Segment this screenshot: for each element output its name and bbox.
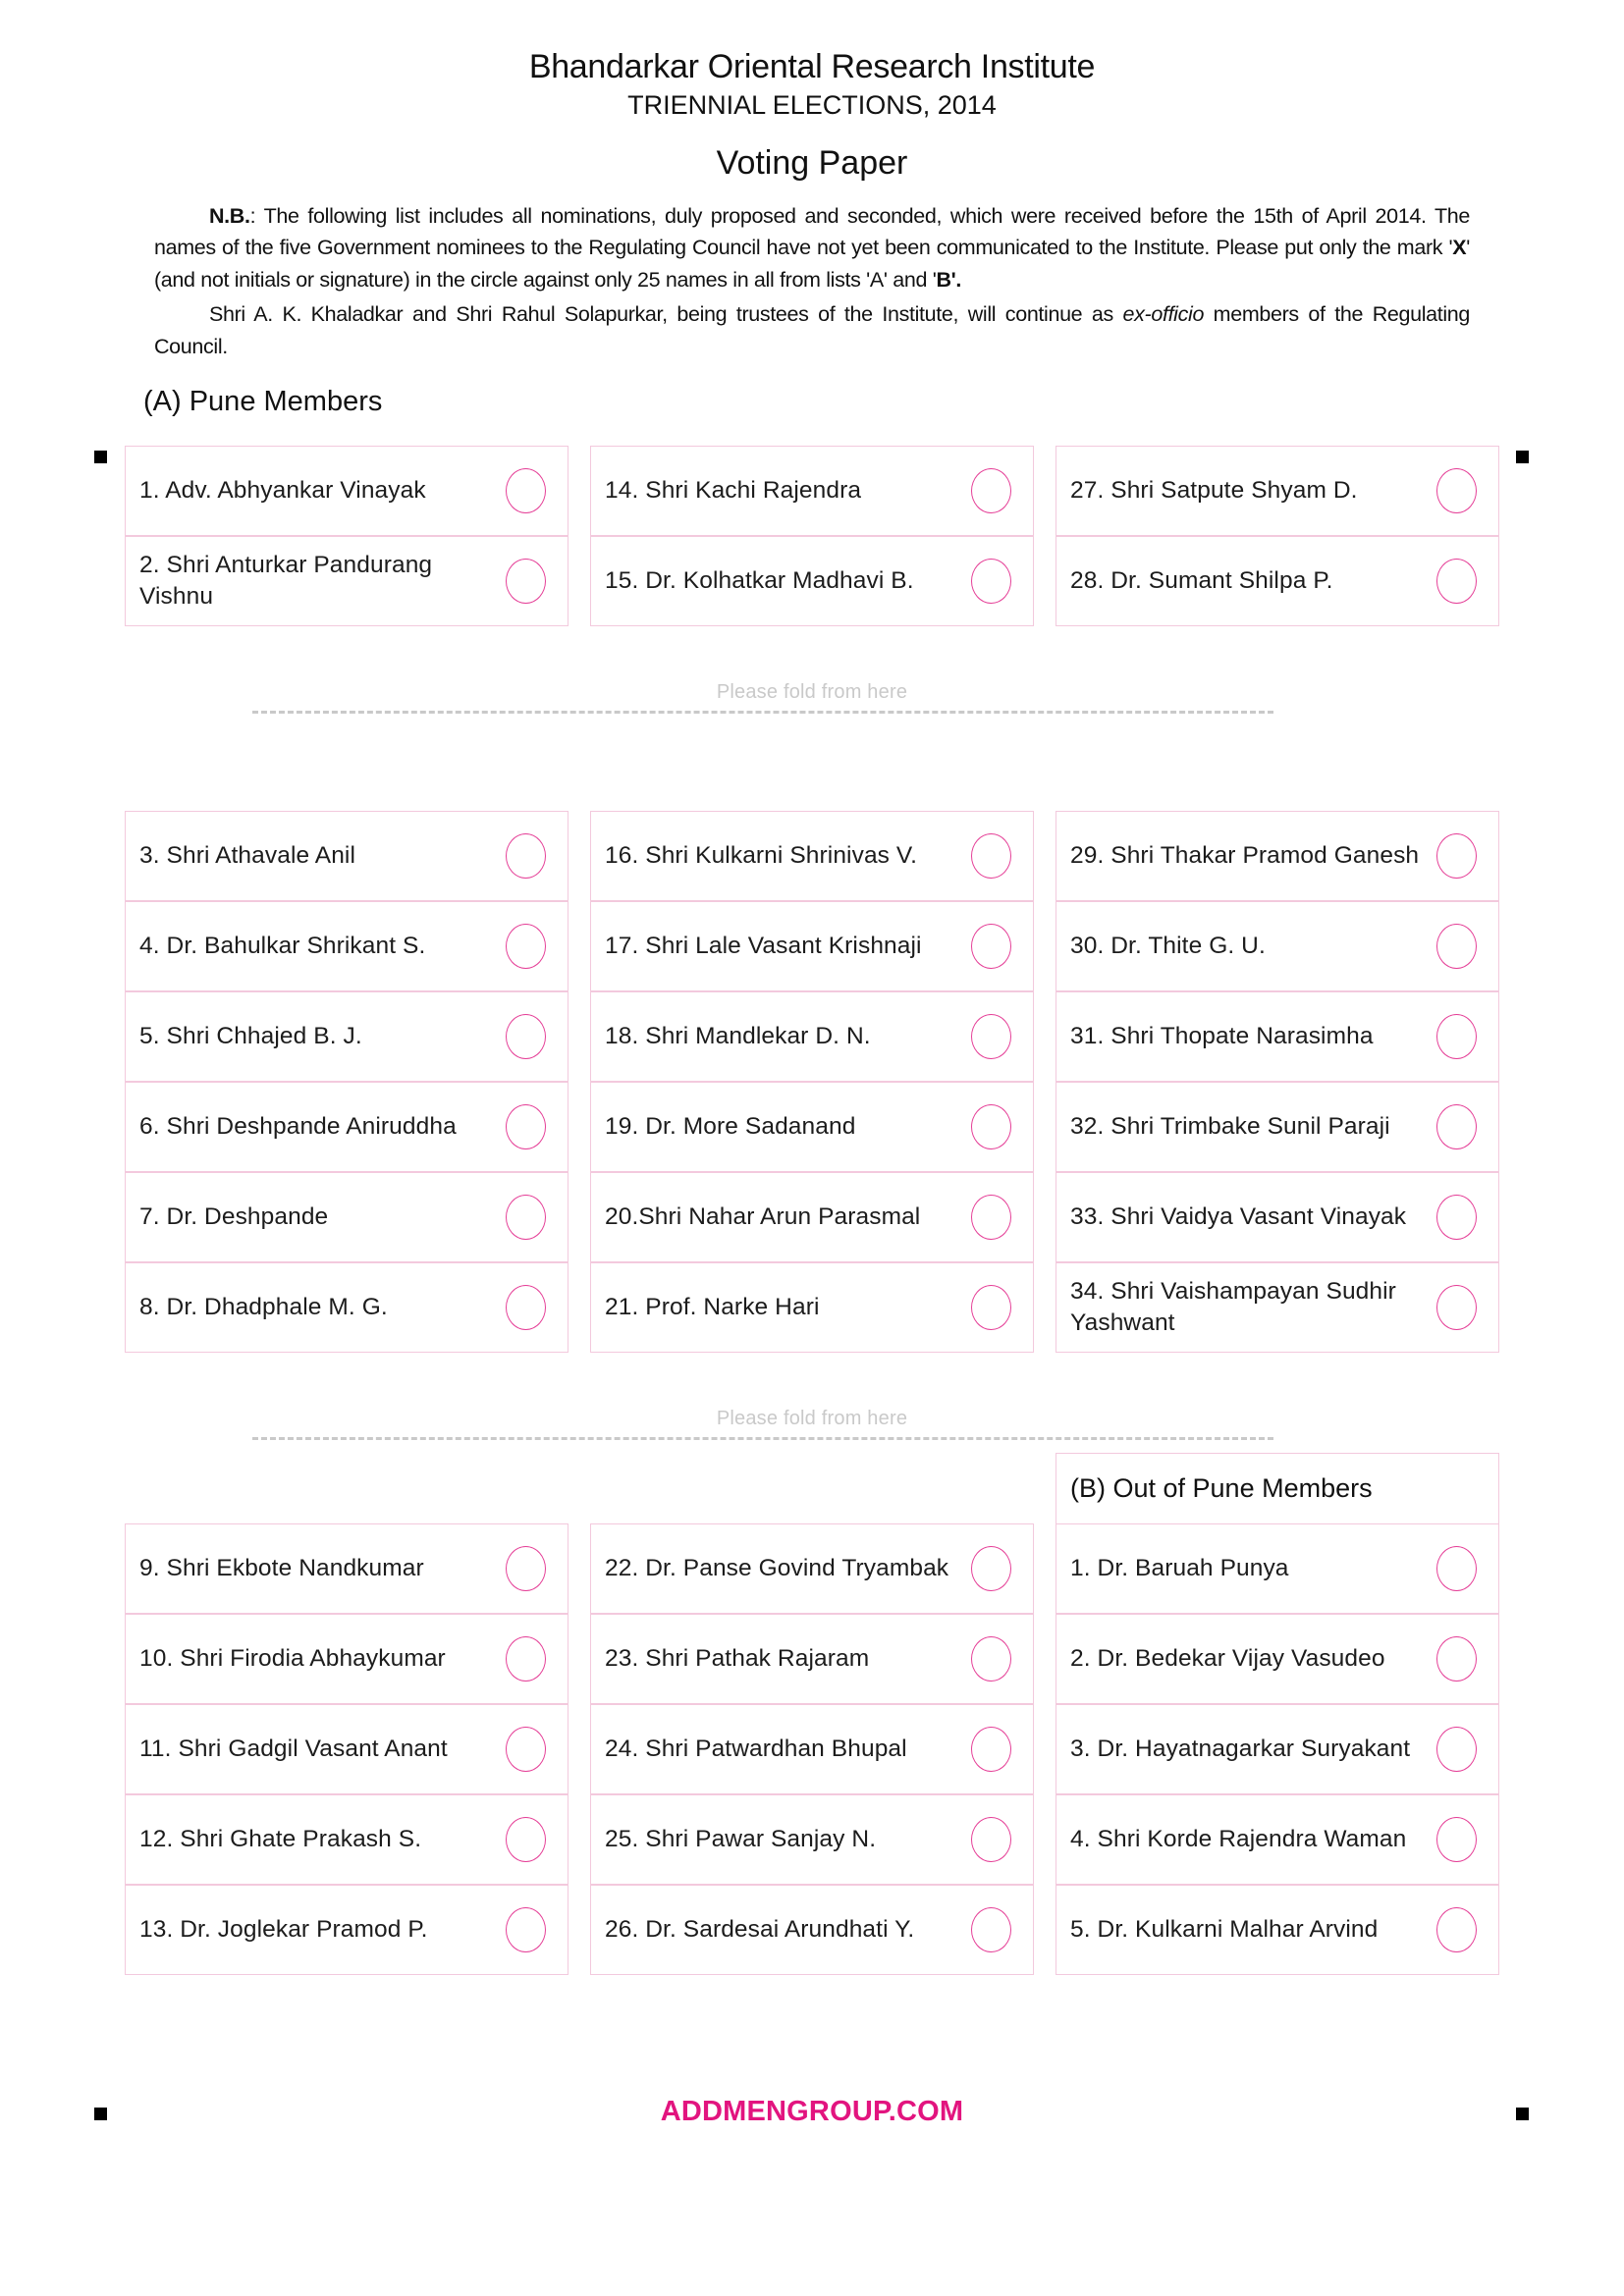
- ballot-row[interactable]: [590, 1885, 1034, 1975]
- ballot-row[interactable]: [1056, 446, 1499, 536]
- ballot-row[interactable]: [590, 1614, 1034, 1704]
- candidate-name: 7. Dr. Deshpande: [139, 1203, 329, 1230]
- election-subtitle: TRIENNIAL ELECTIONS, 2014: [627, 89, 997, 120]
- vote-bubble[interactable]: [506, 1104, 546, 1149]
- fold-separator-2: [125, 1408, 1499, 1453]
- vote-bubble[interactable]: [971, 559, 1011, 604]
- ballot-row[interactable]: [590, 1794, 1034, 1885]
- candidate-name: 31. Shri Thopate Narasimha: [1070, 1023, 1374, 1049]
- ballot-column-3: [1056, 1453, 1499, 1975]
- ballot-column-3: [1056, 446, 1499, 626]
- note-line-1: [154, 200, 1470, 296]
- vote-bubble[interactable]: [506, 833, 546, 879]
- ballot-column-2: [590, 811, 1034, 1353]
- vote-bubble[interactable]: [1436, 1727, 1477, 1772]
- ballot-row[interactable]: [590, 536, 1034, 626]
- candidate-name: 4. Shri Korde Rajendra Waman: [1070, 1826, 1407, 1852]
- fold-dashed-line: [252, 711, 1273, 714]
- vote-bubble[interactable]: [1436, 1285, 1477, 1330]
- vote-bubble[interactable]: [1436, 924, 1477, 969]
- candidate-name: 25. Shri Pawar Sanjay N.: [605, 1826, 877, 1852]
- vote-bubble[interactable]: [1436, 1104, 1477, 1149]
- note-paragraph: [154, 200, 1470, 362]
- note-mark-x: X: [1452, 236, 1467, 260]
- note-para2-a: Shri A. K. Khaladkar and Shri Rahul Solapurkar, being trustees of the Institute, will continue as: [209, 301, 1123, 326]
- candidate-name: 27. Shri Satpute Shyam D.: [1070, 477, 1358, 504]
- candidate-name: 8. Dr. Dhadphale M. G.: [139, 1294, 388, 1320]
- ballot-row[interactable]: [1056, 1885, 1499, 1975]
- fold-dashed-line: [252, 1437, 1273, 1440]
- page-title: Voting Paper: [716, 143, 908, 182]
- ballot-row[interactable]: [1056, 1704, 1499, 1794]
- vote-bubble[interactable]: [506, 924, 546, 969]
- note-line-2: [154, 298, 1470, 362]
- vote-bubble[interactable]: [506, 1907, 546, 1952]
- ballot-row[interactable]: [1056, 1614, 1499, 1704]
- candidate-name: 13. Dr. Joglekar Pramod P.: [139, 1916, 428, 1943]
- candidate-name: 21. Prof. Narke Hari: [605, 1294, 820, 1320]
- ballot-row[interactable]: [590, 1523, 1034, 1614]
- ballot-block-3: [125, 1453, 1499, 1975]
- ballot-row[interactable]: [1056, 811, 1499, 901]
- ballot-row[interactable]: [590, 991, 1034, 1082]
- candidate-name: 2. Shri Anturkar Pandurang Vishnu: [139, 551, 433, 611]
- candidate-name: 28. Dr. Sumant Shilpa P.: [1070, 567, 1333, 594]
- ballot-block-2: [125, 811, 1499, 1353]
- ballot-row[interactable]: [590, 1082, 1034, 1172]
- fold-label: Please fold from here: [716, 681, 908, 704]
- ballot-row[interactable]: [1056, 536, 1499, 626]
- candidate-name: 3. Shri Athavale Anil: [139, 842, 356, 869]
- ballot-row[interactable]: [590, 446, 1034, 536]
- candidate-name: 9. Shri Ekbote Nandkumar: [139, 1555, 424, 1581]
- ballot-row[interactable]: [125, 536, 568, 626]
- vote-bubble[interactable]: [506, 1014, 546, 1059]
- note-ex-officio: ex-officio: [1122, 301, 1205, 326]
- ballot-row[interactable]: [1056, 901, 1499, 991]
- candidate-name: 16. Shri Kulkarni Shrinivas V.: [605, 842, 918, 869]
- candidate-name: 30. Dr. Thite G. U.: [1070, 933, 1266, 959]
- vote-bubble[interactable]: [506, 1285, 546, 1330]
- vote-bubble[interactable]: [971, 1195, 1011, 1240]
- ballot-block-1: [125, 446, 1499, 626]
- vote-bubble[interactable]: [971, 1817, 1011, 1862]
- ballot-row[interactable]: [1056, 1082, 1499, 1172]
- ballot-row[interactable]: [1056, 1523, 1499, 1614]
- vote-bubble[interactable]: [506, 468, 546, 513]
- ballot-row[interactable]: [125, 1172, 568, 1262]
- ballot-row[interactable]: [1056, 1794, 1499, 1885]
- candidate-name: 5. Dr. Kulkarni Malhar Arvind: [1070, 1916, 1379, 1943]
- vote-bubble[interactable]: [971, 833, 1011, 879]
- ballot-column-2: [590, 446, 1034, 626]
- note-label: N.B.: [209, 203, 250, 228]
- ballot-row[interactable]: [590, 1262, 1034, 1353]
- ballot-row[interactable]: [1056, 1262, 1499, 1353]
- vote-bubble[interactable]: [1436, 1195, 1477, 1240]
- candidate-name: 6. Shri Deshpande Aniruddha: [139, 1113, 457, 1140]
- candidate-name: 29. Shri Thakar Pramod Ganesh: [1070, 842, 1420, 869]
- vote-bubble[interactable]: [506, 1546, 546, 1591]
- ballot-row[interactable]: [125, 446, 568, 536]
- vote-bubble[interactable]: [971, 1014, 1011, 1059]
- spacer: [0, 726, 1624, 811]
- vote-bubble[interactable]: [971, 1907, 1011, 1952]
- ballot-column-1: [125, 446, 568, 626]
- vote-bubble[interactable]: [1436, 468, 1477, 513]
- vote-bubble[interactable]: [971, 1727, 1011, 1772]
- ballot-row[interactable]: [125, 1262, 568, 1353]
- vote-bubble[interactable]: [1436, 1817, 1477, 1862]
- vote-bubble[interactable]: [506, 1727, 546, 1772]
- spacer: [0, 418, 1624, 446]
- note-para2-b: members of the Regulating Council.: [154, 301, 1470, 358]
- column-spacer: [125, 1453, 568, 1523]
- candidate-name: 32. Shri Trimbake Sunil Paraji: [1070, 1113, 1390, 1140]
- spacer: [0, 1353, 1624, 1408]
- vote-bubble[interactable]: [1436, 1014, 1477, 1059]
- candidate-name: 1. Adv. Abhyankar Vinayak: [139, 477, 426, 504]
- registration-mark-top-right: [1516, 451, 1529, 463]
- candidate-name: 15. Dr. Kolhatkar Madhavi B.: [605, 567, 914, 594]
- vote-bubble[interactable]: [971, 1104, 1011, 1149]
- ballot-row[interactable]: [125, 811, 568, 901]
- vote-bubble[interactable]: [971, 468, 1011, 513]
- vote-bubble[interactable]: [1436, 1907, 1477, 1952]
- ballot-row[interactable]: [1056, 1172, 1499, 1262]
- candidate-name: 4. Dr. Bahulkar Shrikant S.: [139, 933, 426, 959]
- column-spacer: [590, 1453, 1034, 1523]
- candidate-name: 1. Dr. Baruah Punya: [1070, 1555, 1289, 1581]
- registration-mark-top-left: [94, 451, 107, 463]
- candidate-name: 14. Shri Kachi Rajendra: [605, 477, 862, 504]
- document-header: [0, 0, 1624, 183]
- brand-watermark: ADDMENGROUP.COM: [660, 2096, 964, 2127]
- candidate-name: 23. Shri Pathak Rajaram: [605, 1645, 870, 1672]
- vote-bubble[interactable]: [1436, 1546, 1477, 1591]
- vote-bubble[interactable]: [971, 1285, 1011, 1330]
- ballot-column-2: [590, 1453, 1034, 1975]
- ballot-row[interactable]: [125, 1794, 568, 1885]
- ballot-row[interactable]: [125, 901, 568, 991]
- ballot-row[interactable]: [590, 901, 1034, 991]
- ballot-row[interactable]: [125, 1614, 568, 1704]
- ballot-column-3: [1056, 811, 1499, 1353]
- note-list-b: B'.: [936, 268, 962, 293]
- fold-separator-1: [125, 681, 1499, 726]
- candidate-name: 34. Shri Vaishampayan Sudhir Yashwant: [1070, 1277, 1396, 1337]
- ballot-row[interactable]: [125, 1885, 568, 1975]
- spacer: [0, 626, 1624, 681]
- ballot-row[interactable]: [590, 1172, 1034, 1262]
- vote-bubble[interactable]: [971, 924, 1011, 969]
- page-footer: [0, 2096, 1624, 2128]
- section-b-heading: (B) Out of Pune Members: [1056, 1453, 1499, 1523]
- vote-bubble[interactable]: [506, 1195, 546, 1240]
- candidate-name: 12. Shri Ghate Prakash S.: [139, 1826, 422, 1852]
- ballot-row[interactable]: [590, 1704, 1034, 1794]
- candidate-name: 17. Shri Lale Vasant Krishnaji: [605, 933, 922, 959]
- vote-bubble[interactable]: [971, 1546, 1011, 1591]
- vote-bubble[interactable]: [506, 559, 546, 604]
- candidate-name: 19. Dr. More Sadanand: [605, 1113, 856, 1140]
- ballot-column-1: [125, 811, 568, 1353]
- ballot-row[interactable]: [125, 1082, 568, 1172]
- vote-bubble[interactable]: [506, 1817, 546, 1862]
- fold-label: Please fold from here: [716, 1408, 908, 1430]
- candidate-name: 3. Dr. Hayatnagarkar Suryakant: [1070, 1735, 1411, 1762]
- ballot-column-1: [125, 1453, 568, 1975]
- vote-bubble[interactable]: [1436, 833, 1477, 879]
- candidate-name: 10. Shri Firodia Abhaykumar: [139, 1645, 446, 1672]
- note-text-b: ' (and not initials or signature) in the circle against only 25 names in all from lists 'A' and ': [154, 236, 1470, 293]
- ballot-row[interactable]: [590, 811, 1034, 901]
- ballot-row[interactable]: [125, 1704, 568, 1794]
- candidate-name: 18. Shri Mandlekar D. N.: [605, 1023, 871, 1049]
- candidate-name: 5. Shri Chhajed B. J.: [139, 1023, 362, 1049]
- candidate-name: 22. Dr. Panse Govind Tryambak: [605, 1555, 949, 1581]
- candidate-name: 11. Shri Gadgil Vasant Anant: [139, 1735, 448, 1762]
- ballot-row[interactable]: [125, 1523, 568, 1614]
- note-text-a: : The following list includes all nominations, duly proposed and seconded, which were received before the 15th of April 2014. The names of the five Government nominees to the Regulating Council have not yet been communicated to the Institute. Please put only the mark ': [154, 203, 1470, 260]
- candidate-name: 24. Shri Patwardhan Bhupal: [605, 1735, 907, 1762]
- candidate-name: 26. Dr. Sardesai Arundhati Y.: [605, 1916, 915, 1943]
- organization-title: Bhandarkar Oriental Research Institute: [528, 48, 1096, 85]
- vote-bubble[interactable]: [1436, 559, 1477, 604]
- ballot-row[interactable]: [125, 991, 568, 1082]
- vote-bubble[interactable]: [1436, 1636, 1477, 1682]
- vote-bubble[interactable]: [971, 1636, 1011, 1682]
- candidate-name: 33. Shri Vaidya Vasant Vinayak: [1070, 1203, 1407, 1230]
- vote-bubble[interactable]: [506, 1636, 546, 1682]
- candidate-name: 20.Shri Nahar Arun Parasmal: [605, 1203, 921, 1230]
- section-a-heading: (A) Pune Members: [143, 386, 383, 418]
- ballot-row[interactable]: [1056, 991, 1499, 1082]
- candidate-name: 2. Dr. Bedekar Vijay Vasudeo: [1070, 1645, 1385, 1672]
